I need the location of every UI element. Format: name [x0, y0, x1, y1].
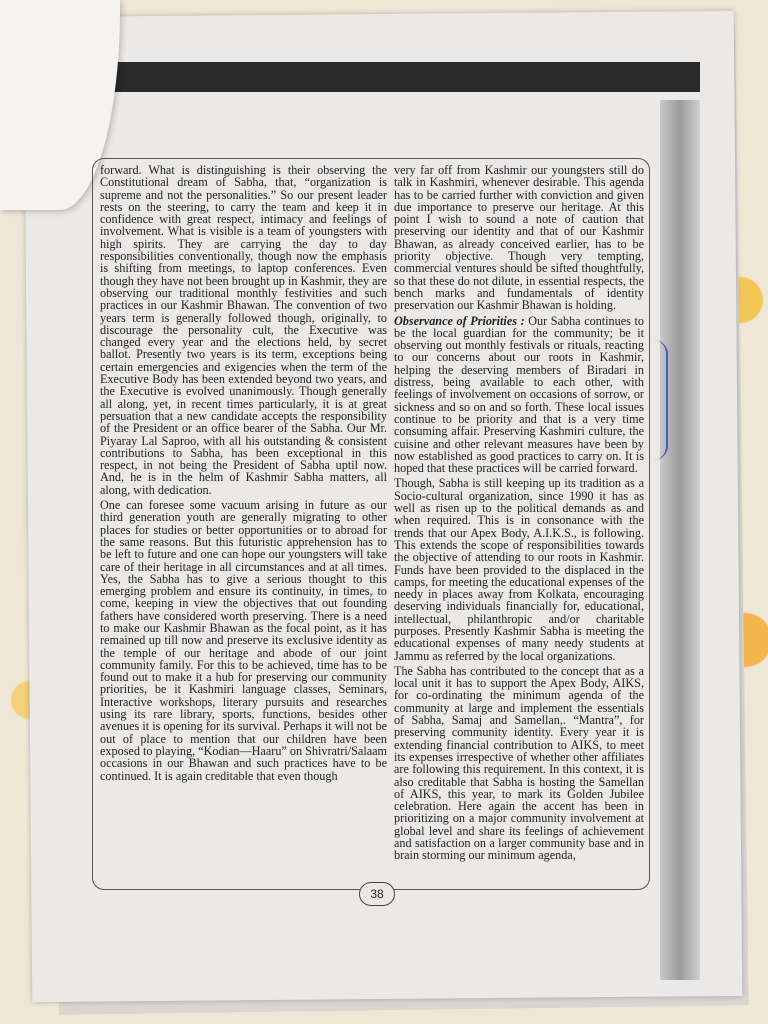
- right-paragraph-2-text: Our Sabha continues to be the local guardian for the community; be it observing out monthly festivals or rituals, reacting to our concerns about our roots in Kashmir, helping the deserving members of Biradari in distress, being available to each other, with feelings of involvement on occasions of sorrow, or sickness and so on and so forth. These local issues continue to be priority and that is a very time consuming affair. Preserving Kashmiri culture, the cuisine and other relevant measures have been by now established as good practices to carry on. It is hoped that these practices will be carried forward.: [394, 313, 644, 476]
- right-paragraph-1: very far off from Kashmir our youngsters still do talk in Kashmiri, whenever desirable. This agenda has to be carried further with conviction and given due importance to preserve our heritage. At this point I wish to sound a note of caution that preserving our identity and that of our Kashmir Bhawan, as already conceived earlier, has to be priority objective. Though very tempting, commercial ventures should be sifted thoughtfully, so that these do not dilute, in essential respects, the bench marks and fundamentals of identity preservation our Kashmir Bhawan is holding.: [394, 163, 644, 313]
- top-binding-bar: [60, 62, 700, 92]
- left-paragraph-2: One can foresee some vacuum arising in future as our third generation youth are generally migrating to other places for studies or better opportunities or to abroad for the same reasons. But this futuristic apprehension has to be left to future and one can hope our youngsters will take care of their heritage in all circumstances and at all times. Yes, the Sabha has to give a serious thought to this emerging problem and ensure its continuity, in times, to come, keeping in view the objectives that out founding fathers have considered worth preserving. There is a need to make our Kashmir Bhawan as the focal point, as it has remained up till now and preserve its exclusive identity as the temple of our heritage and abode of our joint community family. For this to be achieved, time has to be found out to make it a hub for preserving our community priorities, be it Kashmiri language classes, Seminars, Interactive workshops, literary pursuits and researches using its rare library, sports, functions, besides other avenues it is opening for its survival. Perhaps it will not be out of place to mention that our children have been exposed to playing, “Kodian—Haaru” on Shivratri/Salaam occasions in our Bhawan and such practices have to be continued. It is again creditable that even though: [100, 498, 388, 783]
- page-number: 38: [359, 882, 395, 906]
- section-heading: Observance of Priorities :: [394, 313, 525, 328]
- right-paragraph-4: The Sabha has contributed to the concept that as a local unit it has to support the Apex Body, AIKS, for co-ordinating the minimum agenda of the community at large and implement the essentials of Sabha, Samaj and Samellan,. “Mantra”, for preserving community identity. Every year it is extending financial contribution to AIKS, to meet its expenses irrespective of whether other affiliates are following this requirement. In this context, it is also creditable that Sabha is hosting the Samellan of AIKS, this year, to mark its Golden Jubilee celebration. Here again the accent has been in prioritizing on a major community involvement at global level and share its feelings of achievement and satisfaction on a larger community base and in brain storming our minimum agenda,: [394, 663, 644, 863]
- right-paragraph-3: Though, Sabha is still keeping up its tradition as a Socio-cultural organization, since 1990 it has as well as risen up to the political demands as and when required. This is in consonance with the trends that our Apex Body, A.I.K.S., is following. This extends the scope of responsibilities towards the objective of attending to our roots in Kashmir. Funds have been provided to the displaced in the camps, for meeting the educational expenses of the needy in places away from Kolkata, encouraging deserving individuals financially for, educational, intellectual, philanthropic and/or charitable purposes. Presently Kashmir Sabha is meeting the educational expenses of many needy students at Jammu as referred by the local organizations.: [394, 476, 644, 663]
- handwritten-bracket-mark: [646, 340, 668, 460]
- left-paragraph-1: forward. What is distinguishing is their observing the Constitutional dream of Sabha, that, “organization is supreme and not the personalities.” So our present leader rests on the steering, to carry the team and keep it in confidence with great respect, intimacy and feelings of involvement. What is visible is a team of youngsters with high spirits. They are carrying the day to day responsibilities conventionally, though now the emphasis is shifting from meetings, to laptop conferences. Even though they have not been brought up in Kashmir, they are observing our traditional monthly festivities and such practices in our Kashmir Bhawan. The convention of two years term is generally followed though, originally, to discourage the personality cult, the Executive was changed every year and the elections held, by secret ballot. Presently two years is its term, exceptions being certain emergencies and exigencies when the term of the Executive Body has been extended beyond two years, and the Executive is evolved unanimously. Though generally all along, yet, in recent times particularly, it is at great persuation that a new candidate accepts the responsibility of the President or an office bearer of the Sabha. Our Mr. Piyaray Lal Saproo, with all his outstanding & consistent contributions to Sabha, has been exceptional in this respect, in not being the President of Sabha uptil now. And, he is in the helm of Kashmir Sabha matters, all along, with dedication.: [100, 163, 387, 497]
- page-edge-strip: [660, 100, 700, 980]
- right-column: [394, 164, 644, 865]
- right-paragraph-2: [394, 315, 644, 475]
- left-column: [100, 164, 387, 785]
